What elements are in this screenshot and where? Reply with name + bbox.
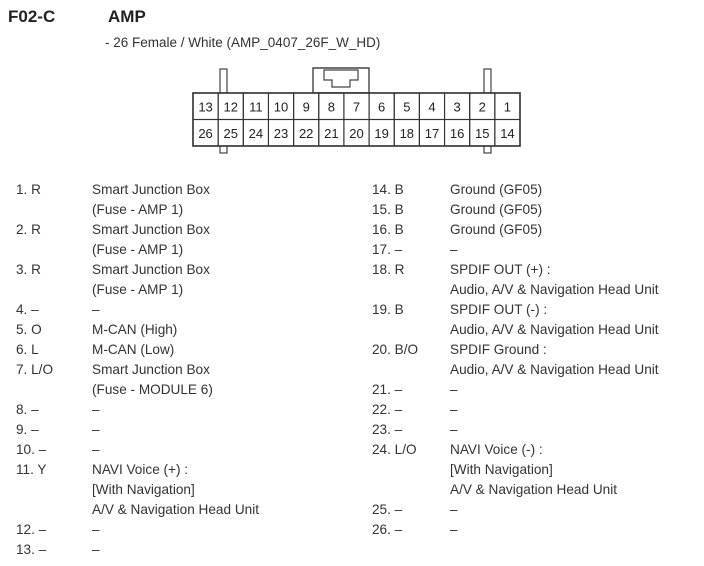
pin-description: Smart Junction Box xyxy=(92,222,210,237)
connector-code: F02-C xyxy=(8,7,56,26)
pin-row xyxy=(372,200,702,220)
pin-number: 22 xyxy=(298,125,314,141)
pin-row xyxy=(16,240,336,260)
pin-description: Smart Junction Box xyxy=(92,182,210,197)
connector-latch xyxy=(313,68,369,93)
pin-number-color: 12. – xyxy=(16,522,47,537)
pin-number: 20 xyxy=(349,125,364,141)
connector-subtitle: - 26 Female / White (AMP_0407_26F_W_HD) xyxy=(105,35,381,50)
pin-row xyxy=(16,340,336,360)
pin-number: 11 xyxy=(249,99,263,115)
pin-number-color: 9. – xyxy=(16,422,39,437)
pin-row xyxy=(16,520,336,540)
pin-description: – xyxy=(92,442,100,457)
pin-row xyxy=(372,360,702,380)
left-post-top xyxy=(220,69,227,93)
pin-number-color: 17. – xyxy=(372,242,403,257)
pin-description: (Fuse - AMP 1) xyxy=(92,242,184,257)
pin-number-color: 1. R xyxy=(16,182,41,197)
pin-row xyxy=(372,240,702,260)
pin-row xyxy=(372,320,702,340)
pin-description: – xyxy=(450,522,458,537)
pin-row xyxy=(372,460,702,480)
pin-number-color: 15. B xyxy=(372,202,404,217)
pin-description: (Fuse - AMP 1) xyxy=(92,282,184,297)
pin-row xyxy=(372,220,702,240)
pin-description: (Fuse - AMP 1) xyxy=(92,202,184,217)
pin-description: – xyxy=(450,402,458,417)
pin-number: 9 xyxy=(302,99,310,115)
pin-description: NAVI Voice (+) : xyxy=(92,462,189,477)
pin-description: [With Navigation] xyxy=(450,462,553,477)
pin-row xyxy=(16,480,336,500)
pin-number-color: 10. – xyxy=(16,442,47,457)
pin-row xyxy=(16,180,336,200)
pin-number-color: 8. – xyxy=(16,402,39,417)
pin-number: 4 xyxy=(428,99,436,115)
pin-number: 17 xyxy=(424,125,440,141)
pin-description: – xyxy=(450,382,458,397)
pin-number-color: 24. L/O xyxy=(372,442,417,457)
pin-row xyxy=(372,380,702,400)
pin-number: 1 xyxy=(503,99,512,115)
pin-description: – xyxy=(92,402,100,417)
pin-number: 16 xyxy=(449,125,465,141)
pin-description: – xyxy=(450,242,458,257)
pin-number: 2 xyxy=(478,99,486,115)
pin-number: 24 xyxy=(248,125,264,141)
pin-row xyxy=(16,420,336,440)
pin-description: Ground (GF05) xyxy=(450,202,543,217)
pin-row xyxy=(372,420,702,440)
pin-description: Ground (GF05) xyxy=(450,222,543,237)
pin-number-color: 7. L/O xyxy=(16,362,54,377)
pin-number-color: 13. – xyxy=(16,542,47,557)
pin-number: 18 xyxy=(399,125,415,141)
pin-number: 8 xyxy=(327,99,335,115)
pin-number-color: 22. – xyxy=(372,402,403,417)
pin-description: A/V & Navigation Head Unit xyxy=(450,482,617,497)
pin-description: – xyxy=(450,502,458,517)
pin-number-color: 14. B xyxy=(372,182,404,197)
pin-number-color: 5. O xyxy=(16,322,42,337)
pin-description: Audio, A/V & Navigation Head Unit xyxy=(450,322,659,337)
pin-row xyxy=(16,260,336,280)
pin-description: – xyxy=(92,422,100,437)
pin-row xyxy=(16,280,336,300)
pin-row xyxy=(372,400,702,420)
pin-row xyxy=(372,520,702,540)
pin-row xyxy=(372,180,702,200)
pin-description: A/V & Navigation Head Unit xyxy=(92,502,259,517)
pin-row xyxy=(16,320,336,340)
pin-number-color: 25. – xyxy=(372,502,403,517)
pin-row xyxy=(16,460,336,480)
pin-row xyxy=(16,220,336,240)
pin-row xyxy=(372,300,702,320)
pin-description: – xyxy=(92,522,100,537)
pin-number: 19 xyxy=(374,125,389,141)
pin-number-color: 23. – xyxy=(372,422,403,437)
pin-number: 10 xyxy=(273,99,289,115)
pin-row xyxy=(372,500,702,520)
pin-row xyxy=(372,280,702,300)
pin-description: [With Navigation] xyxy=(92,482,195,497)
pin-description: SPDIF OUT (-) : xyxy=(450,302,548,317)
pin-description: (Fuse - MODULE 6) xyxy=(92,382,213,397)
connector-diagram xyxy=(0,0,704,170)
pin-number: 13 xyxy=(198,99,213,115)
pin-description: – xyxy=(450,422,458,437)
connector-name: AMP xyxy=(108,7,146,26)
pin-row xyxy=(16,540,336,560)
pin-number: 7 xyxy=(352,99,361,115)
pin-number: 3 xyxy=(453,99,461,115)
pin-description: – xyxy=(92,302,100,317)
pin-number: 25 xyxy=(223,125,238,141)
pin-description: Audio, A/V & Navigation Head Unit xyxy=(450,282,659,297)
pin-row xyxy=(372,260,702,280)
pin-number-color: 16. B xyxy=(372,222,404,237)
pin-list-left xyxy=(16,180,336,560)
connector-latch-inner xyxy=(324,70,358,87)
pin-row xyxy=(16,200,336,220)
pin-row xyxy=(372,440,702,460)
pin-number: 21 xyxy=(324,125,339,141)
pin-description: Smart Junction Box xyxy=(92,362,210,377)
pin-row xyxy=(16,360,336,380)
pin-number-color: 11. Y xyxy=(16,462,47,477)
pin-row xyxy=(16,440,336,460)
pin-number-color: 26. – xyxy=(372,522,403,537)
pin-description: NAVI Voice (-) : xyxy=(450,442,543,457)
pin-row xyxy=(372,480,702,500)
pin-description: M-CAN (Low) xyxy=(92,342,175,357)
pin-description: – xyxy=(92,542,100,557)
pin-number: 12 xyxy=(223,99,238,115)
pin-number-color: 3. R xyxy=(16,262,41,277)
pin-row xyxy=(16,380,336,400)
pin-description: M-CAN (High) xyxy=(92,322,178,337)
pin-number: 14 xyxy=(500,125,515,141)
pin-number: 23 xyxy=(273,125,289,141)
pin-number: 26 xyxy=(198,125,213,141)
pin-description: SPDIF OUT (+) : xyxy=(450,262,551,277)
pin-description: SPDIF Ground : xyxy=(450,342,547,357)
pin-number-color: 4. – xyxy=(16,302,39,317)
pin-number-color: 18. R xyxy=(372,262,405,277)
pin-number-color: 20. B/O xyxy=(372,342,419,357)
pin-number-color: 21. – xyxy=(372,382,403,397)
pin-number-color: 6. L xyxy=(16,342,39,357)
pin-description: Smart Junction Box xyxy=(92,262,210,277)
pin-number: 6 xyxy=(378,99,386,115)
pin-number: 5 xyxy=(403,99,411,115)
pin-number-color: 2. R xyxy=(16,222,41,237)
pin-description: Ground (GF05) xyxy=(450,182,543,197)
pin-list-right xyxy=(372,180,702,540)
pin-description: Audio, A/V & Navigation Head Unit xyxy=(450,362,659,377)
pin-row xyxy=(16,400,336,420)
right-post-top xyxy=(484,69,491,93)
pin-number-color: 19. B xyxy=(372,302,404,317)
pin-row xyxy=(16,300,336,320)
pin-number: 15 xyxy=(475,125,490,141)
pin-row xyxy=(372,340,702,360)
pin-row xyxy=(16,500,336,520)
